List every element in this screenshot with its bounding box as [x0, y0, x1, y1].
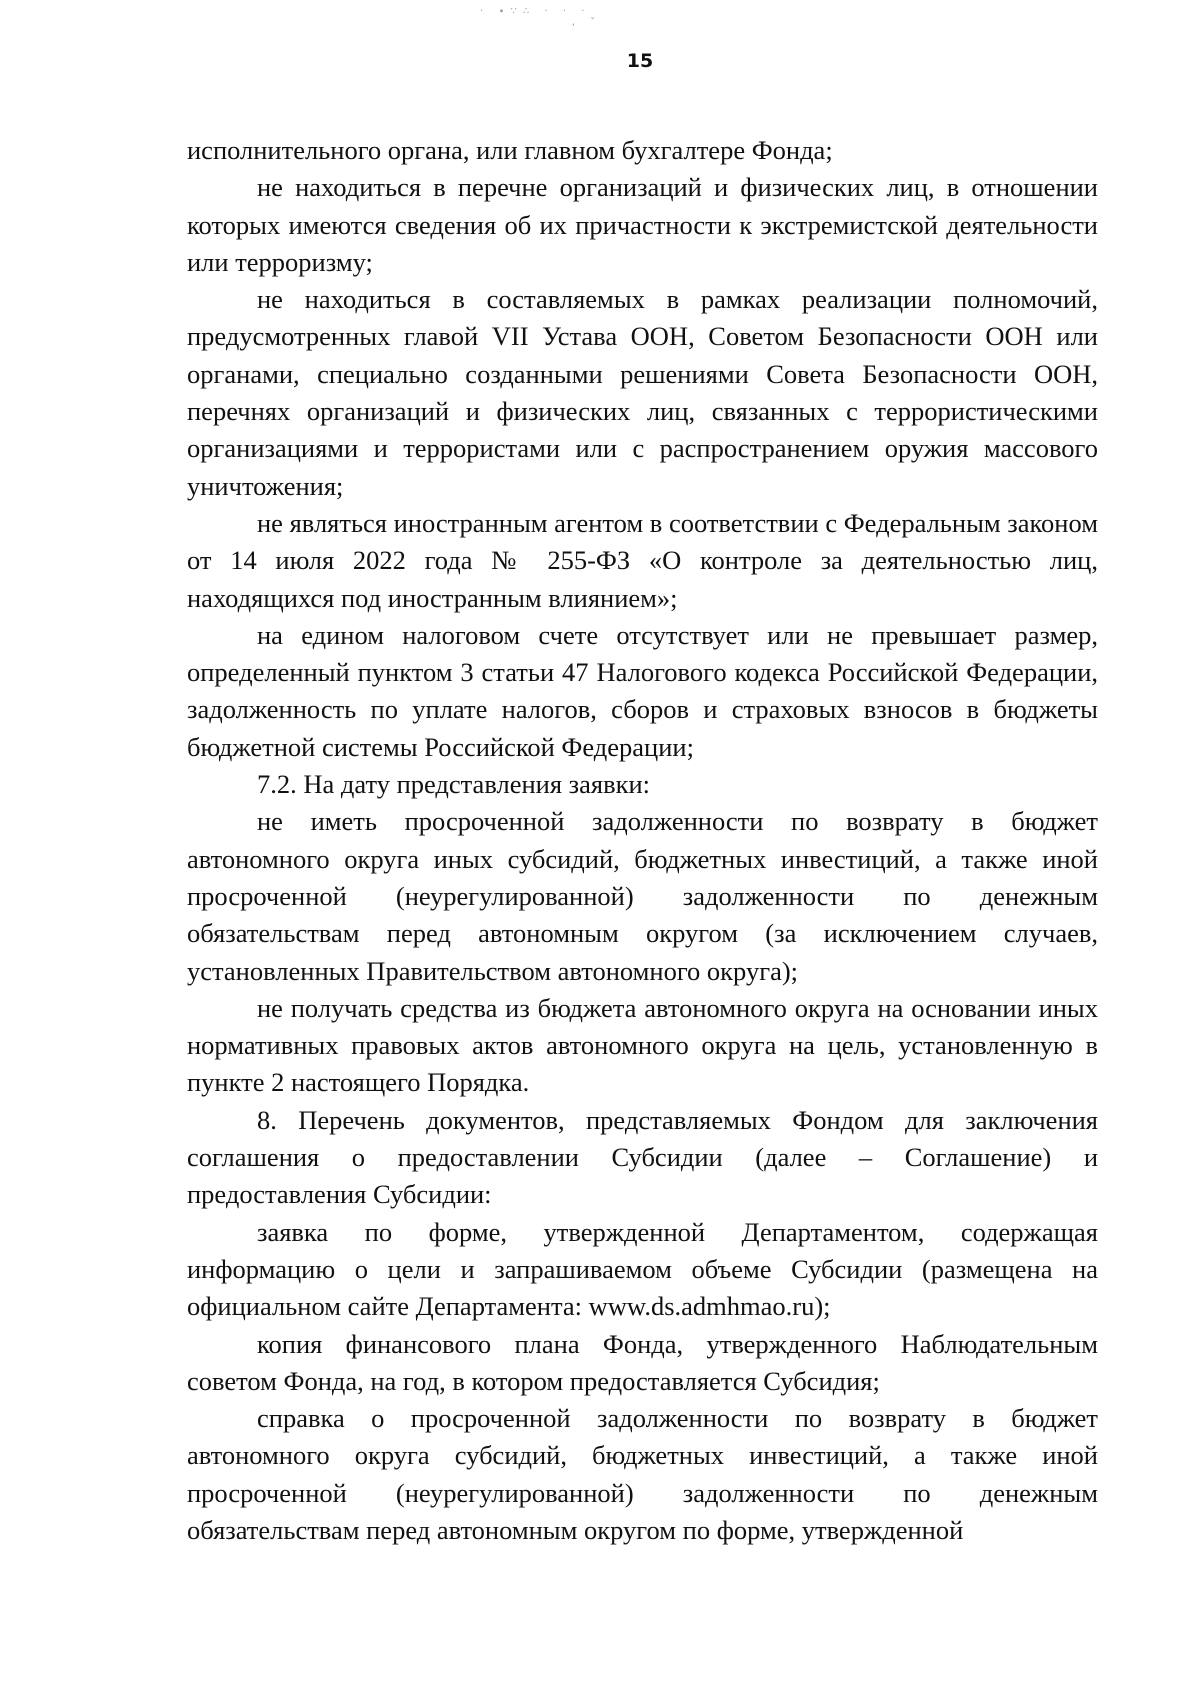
paragraph: не находиться в перечне организаций и физических лиц, в отношении которых имеются сведения об их причастности к экстремистской деятельности или терроризму;	[187, 172, 1098, 277]
scan-artifact: · ∙∵∴ · · · ‚ ˇ	[480, 6, 602, 28]
paragraph: на едином налоговом счете отсутствует или не превышает размер, определенный пунктом 3 статьи 47 Налогового кодекса Российской Федерации, задолженность по уплате налогов, сборов и страховых взносов в бюджеты бюджетной системы Российской Федерации;	[187, 619, 1098, 762]
paragraph-clause-heading: 8. Перечень документов, представляемых Фондом для заключения соглашения о предоставлении Субсидии (далее – Соглашение) и предоставления Субсидии:	[187, 1104, 1098, 1210]
paragraph: не иметь просроченной задолженности по возврату в бюджет автономного округа иных субсидий, бюджетных инвестиций, а также иной просроченной (неурегулированной) задолженности по денежным обязательствам перед автономным округом (за исключением случаев, установленных Правительством автономного округа);	[187, 806, 1098, 986]
paragraph: не являться иностранным агентом в соответствии с Федеральным законом от 14 июля 2022 года № 255-ФЗ «О контроле за деятельностью лиц, находящихся под иностранным влиянием»;	[187, 507, 1098, 613]
page-number: 15	[626, 50, 654, 72]
paragraph: не находиться в составляемых в рамках реализации полномочий, предусмотренных главой VII Устава ООН, Советом Безопасности ООН или органами, специально созданными решениями Совета Безопасности ООН, перечнях организаций и физических лиц, связанных с террористическими организациями и террористами или с распространением оружия массового уничтожения;	[187, 284, 1098, 501]
document-body	[187, 132, 1098, 1549]
paragraph: справка о просроченной задолженности по возврату в бюджет автономного округа субсидий, бюджетных инвестиций, а также иной просроченной (неурегулированной) задолженности по денежным обязательствам перед автономным округом по форме, утвержденной	[187, 1403, 1098, 1545]
paragraph-clause-heading: 7.2. На дату представления заявки:	[257, 769, 650, 800]
paragraph: не получать средства из бюджета автономного округа на основании иных нормативных правовых актов автономного округа на цель, установленную в пункте 2 настоящего Порядка.	[187, 992, 1098, 1098]
paragraph: заявка по форме, утвержденной Департаментом, содержащая информацию о цели и запрашиваемом объеме Субсидии (размещена на официальном сайте Департамента: www.ds.admhmao.ru);	[187, 1216, 1098, 1322]
paragraph: копия финансового плана Фонда, утвержденного Наблюдательным советом Фонда, на год, в котором предоставляется Субсидия;	[187, 1328, 1098, 1396]
paragraph-continuation: исполнительного органа, или главном бухгалтере Фонда;	[187, 135, 833, 165]
